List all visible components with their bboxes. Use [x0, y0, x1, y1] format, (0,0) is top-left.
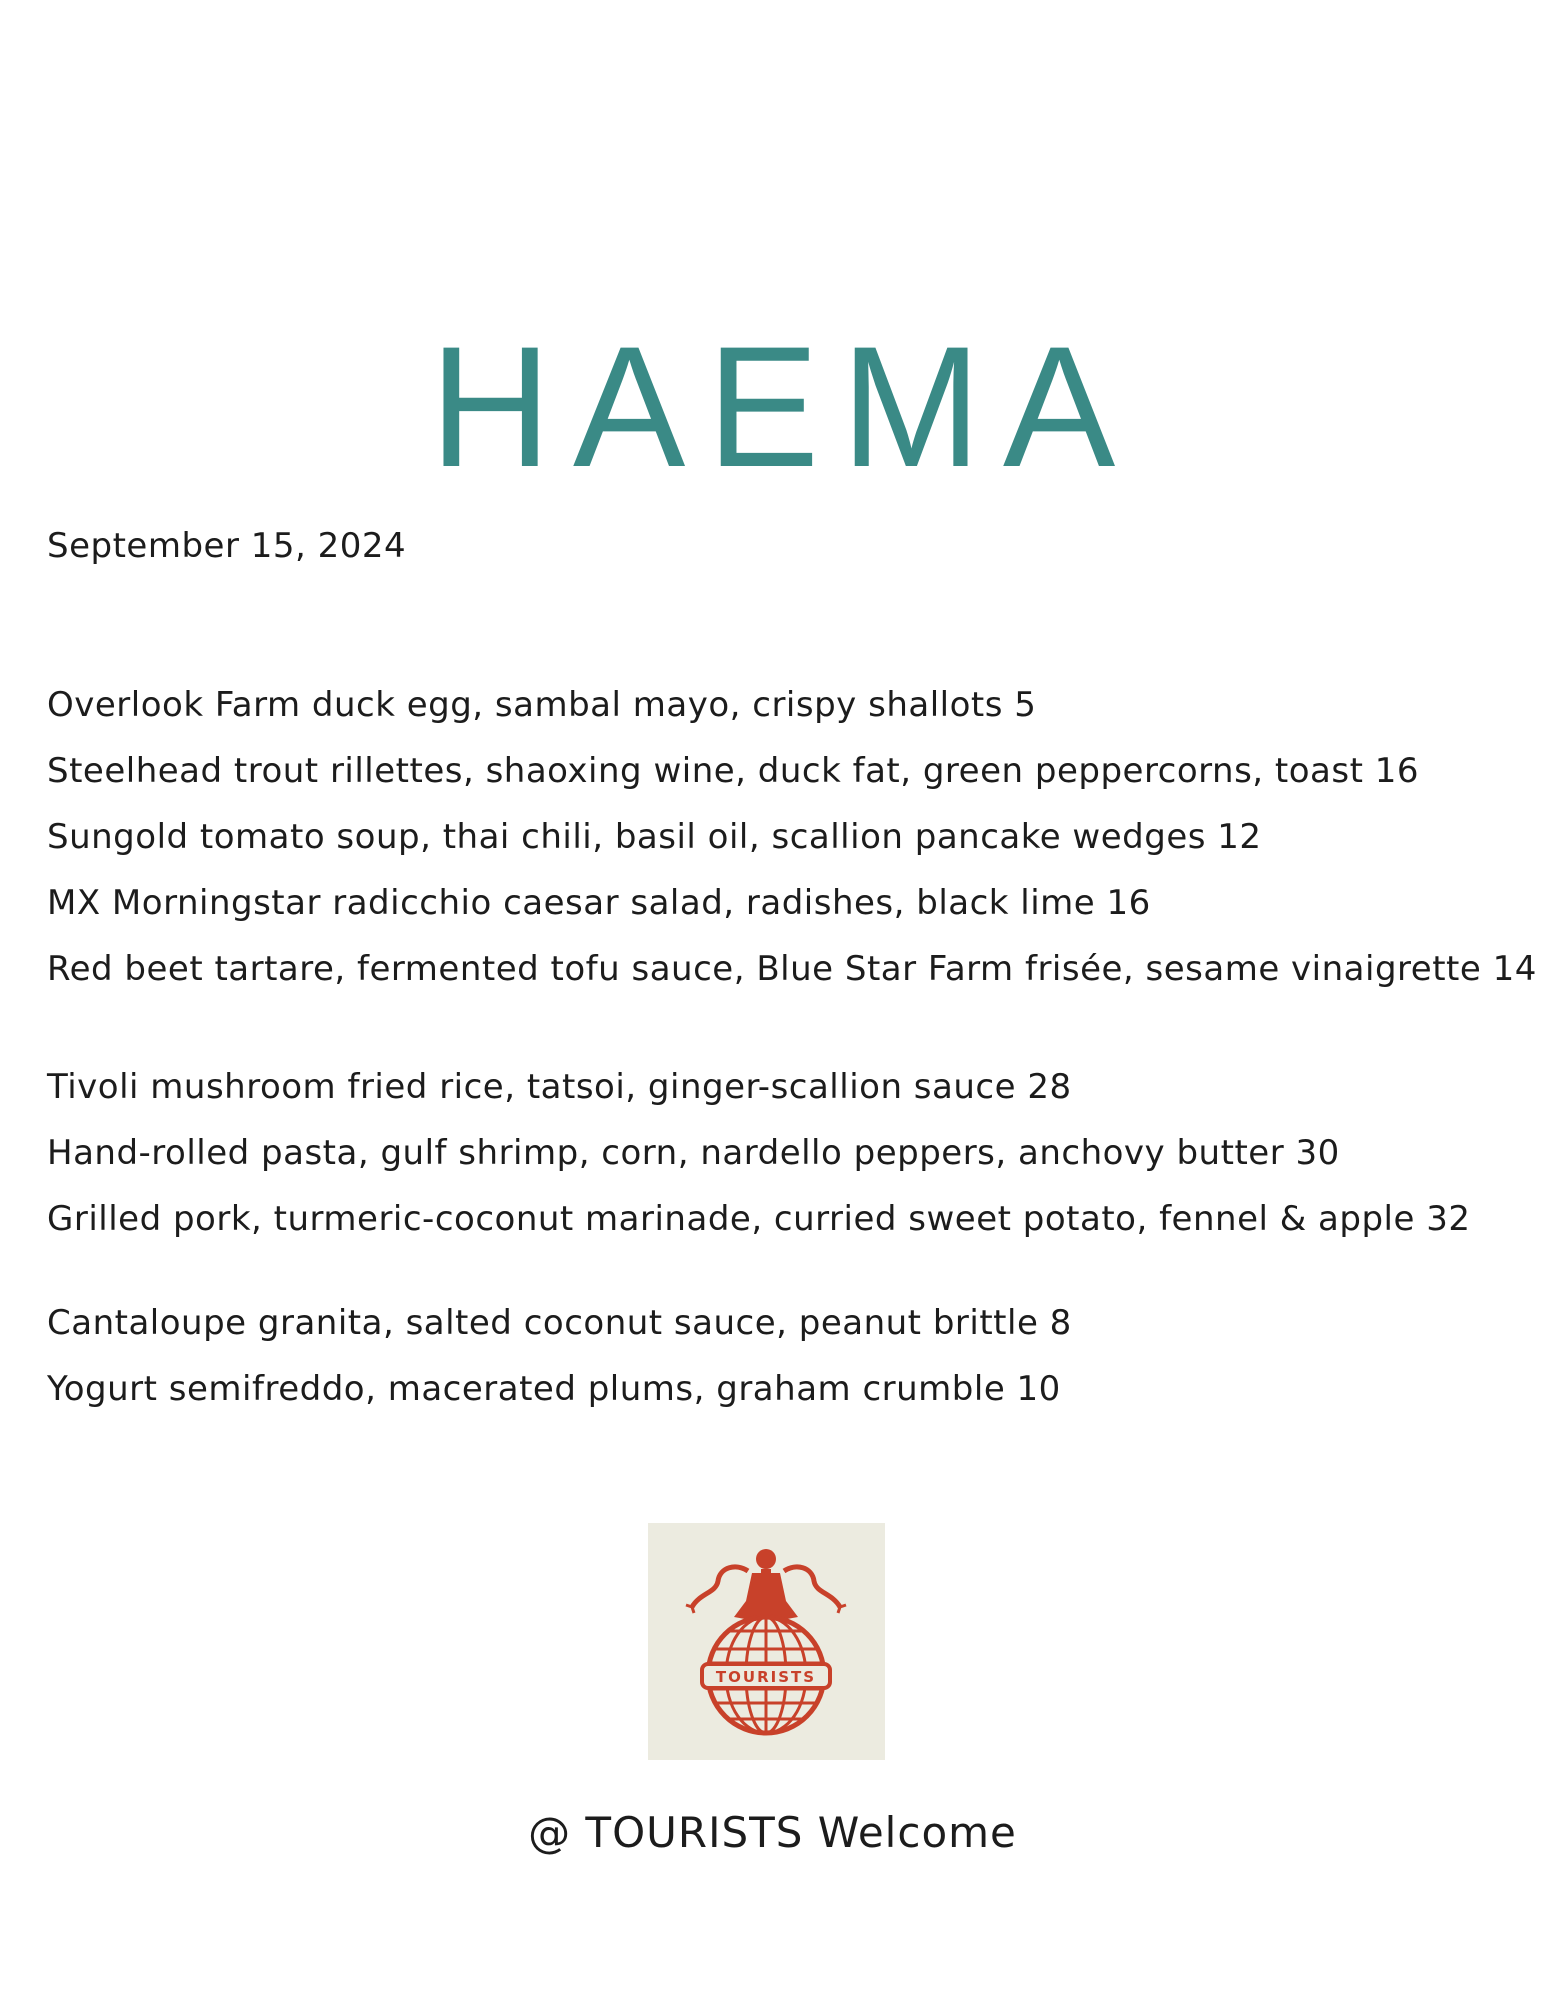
menu-item: Red beet tartare, fermented tofu sauce, Blue Star Farm frisée, sesame vinaigrette 14: [47, 949, 1537, 989]
menu-item: Grilled pork, turmeric-coconut marinade, curried sweet potato, fennel & apple 32: [47, 1199, 1471, 1239]
tourists-globe-logo-icon: [648, 1523, 885, 1760]
menu-item: Sungold tomato soup, thai chili, basil oil, scallion pancake wedges 12: [47, 817, 1262, 857]
footer-text: @ TOURISTS Welcome: [528, 1808, 1017, 1857]
starters-section: [47, 672, 1537, 1002]
mains-section: [47, 1054, 1471, 1252]
menu-item: Overlook Farm duck egg, sambal mayo, crispy shallots 5: [47, 685, 1037, 725]
menu-item: Tivoli mushroom fried rice, tatsoi, ginger-scallion sauce 28: [47, 1067, 1072, 1107]
menu-date: September 15, 2024: [47, 526, 407, 566]
menu-item: Cantaloupe granita, salted coconut sauce, peanut brittle 8: [47, 1303, 1072, 1343]
menu-item: MX Morningstar radicchio caesar salad, radishes, black lime 16: [47, 883, 1151, 923]
page-title: HAEMA: [429, 311, 1137, 504]
tourists-logo: [648, 1523, 885, 1760]
menu-item: Hand-rolled pasta, gulf shrimp, corn, nardello peppers, anchovy butter 30: [47, 1133, 1340, 1173]
logo-text: TOURISTS: [715, 1668, 817, 1686]
menu-item: Yogurt semifreddo, macerated plums, graham crumble 10: [47, 1369, 1061, 1409]
desserts-section: [47, 1290, 1072, 1422]
menu-item: Steelhead trout rillettes, shaoxing wine, duck fat, green peppercorns, toast 16: [47, 751, 1420, 791]
